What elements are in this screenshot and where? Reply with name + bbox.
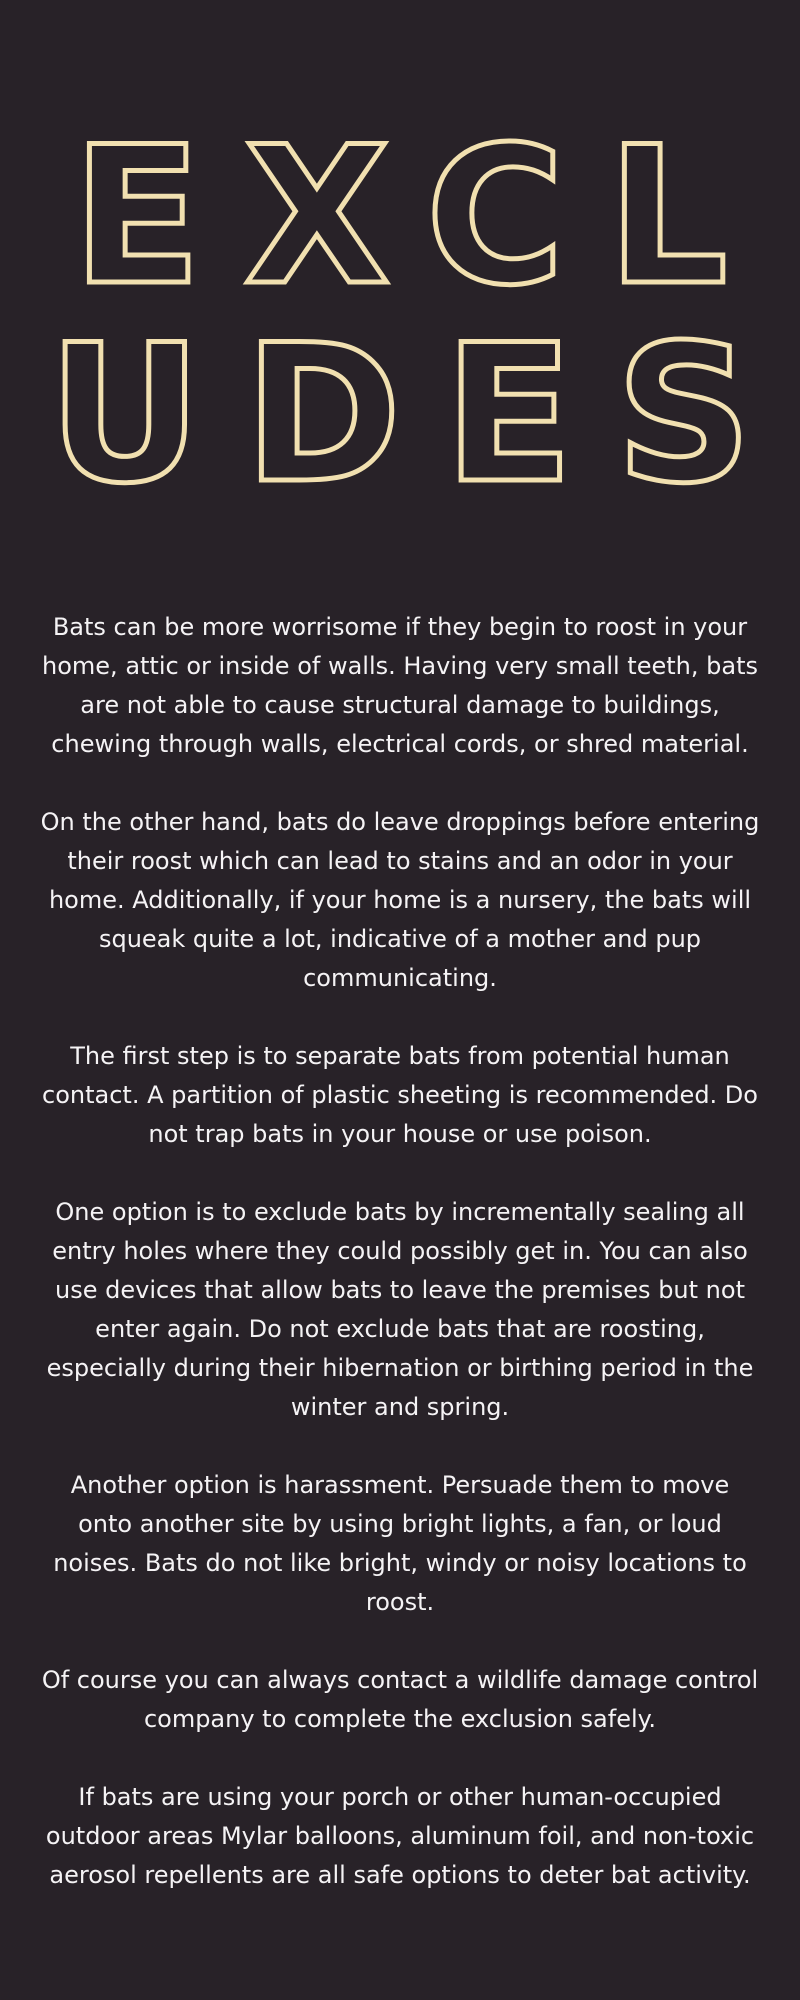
body-content <box>40 608 760 1934</box>
title-line-1: EXCL <box>71 106 770 327</box>
page-title <box>0 106 800 525</box>
title-line-2: UDES <box>47 304 795 525</box>
paragraph-roosting: Bats can be more worrisome if they begin to roost in your home, attic or inside of walls. Having very small teeth, bats are not able to cause structural damage to buildings, chewing through walls, electrical cords, or shred material. <box>42 613 758 758</box>
paragraph-first-step: The first step is to separate bats from potential human contact. A partition of plastic sheeting is recommended. Do not trap bats in your house or use poison. <box>42 1042 758 1148</box>
paragraph-exclusion: One option is to exclude bats by incrementally sealing all entry holes where they could possibly get in. You can also use devices that allow bats to leave the premises but not enter again. Do not exclude bats that are roosting, especially during their hibernation or birthing period in the winter and spring. <box>46 1198 754 1421</box>
paragraph-droppings: On the other hand, bats do leave droppings before entering their roost which can lead to stains and an odor in your home. Additionally, if your home is a nursery, the bats will squeak quite a lot, indicative of a mother and pup communicating. <box>40 808 760 992</box>
paragraph-harassment: Another option is harassment. Persuade them to move onto another site by using bright lights, a fan, or loud noises. Bats do not like bright, windy or noisy locations to roost. <box>53 1471 747 1616</box>
paragraph-deterrents: If bats are using your porch or other human-occupied outdoor areas Mylar balloons, aluminum foil, and non-toxic aerosol repellents are all safe options to deter bat activity. <box>45 1783 755 1889</box>
paragraph-wildlife-control: Of course you can always contact a wildlife damage control company to complete the exclusion safely. <box>41 1666 759 1733</box>
